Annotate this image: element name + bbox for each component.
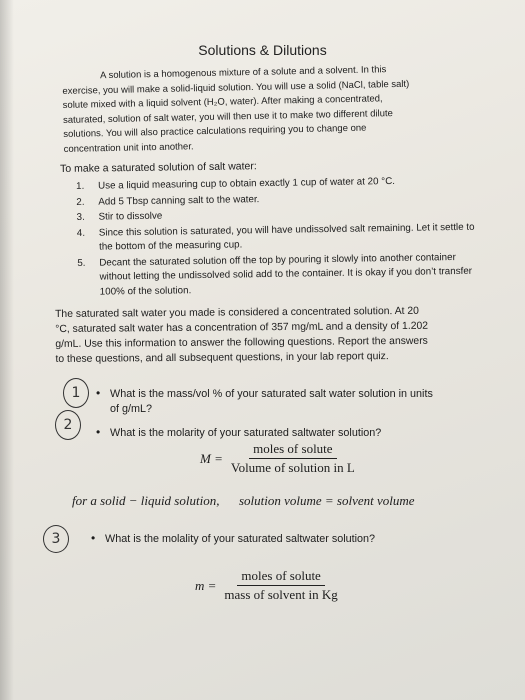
bullet: • [96,386,101,400]
fraction [227,441,359,476]
relation-left: for a solid − liquid solution, [72,493,220,508]
question-1 [96,386,440,417]
step-number: 2. [76,196,85,208]
circle-mark: 1 [71,385,81,401]
intro-paragraph [62,62,464,157]
intro-line: solute mixed with a liquid solvent (H₂O, water). After making a concentrated, [62,93,383,111]
intro-line: solutions. You will also practice calculations requiring you to change one [63,122,367,140]
formula-lhs: M = [200,450,223,466]
paragraph-line: to these questions, and all subsequent questions, in your lab report quiz. [55,351,389,365]
formula-lhs: m = [195,577,217,593]
instructions-heading: To make a saturated solution of salt water: [60,160,257,175]
page-shadow [0,0,14,700]
bullet: • [91,531,96,545]
paragraph-line: g/mL. Use this information to answer the following questions. Report the answers [55,335,428,350]
fraction [220,568,341,603]
step-number: 3. [76,211,85,223]
step-text: Stir to dissolve [98,210,163,223]
step-text: Since this solution is saturated, you will have undissolved salt remaining. Let it settle to the bottom of the measuring cup. [98,221,475,253]
circle-mark: 3 [51,531,61,547]
question-text: What is the molarity of your saturated saltwater solution? [110,427,382,439]
volume-relation [72,493,492,509]
handwritten-circle-2 [55,410,81,440]
concentration-paragraph [55,303,471,367]
question-3 [91,531,435,547]
handwritten-circle-1 [63,378,89,408]
step-number: 4. [76,227,86,239]
step-number: 5. [77,257,86,269]
fraction-denominator: Volume of solution in L [230,460,355,475]
fraction-numerator: moles of solute [237,568,324,586]
paragraph-line: The saturated salt water you made is considered a concentrated solution. At 20 [55,305,419,320]
steps-list [76,174,478,301]
step-text: Decant the saturated solution off the top by pouring it slowly into another container without letting the undissolved solid add to the container. It is okay if you don’t transfer 100% of the solution. [99,251,473,298]
handwritten-circle-3 [43,525,69,553]
intro-line: exercise, you will make a solid-liquid solution. You will use a solid (NaCl, table salt) [62,78,410,97]
bullet: • [96,425,101,439]
fraction-numerator: moles of solute [249,441,336,459]
relation-right: solution volume = solvent volume [238,493,415,508]
intro-line: A solution is a homogenous mixture of a solute and a solvent. In this [100,64,387,82]
molality-formula [195,568,342,603]
step-text: Add 5 Tbsp canning salt to the water. [98,193,260,208]
question-text: What is the mass/vol % of your saturated salt water solution in units of g/mL? [110,388,433,415]
molarity-formula [200,441,359,476]
question-text: What is the molality of your saturated saltwater solution? [105,533,376,545]
list-item [77,250,478,300]
circle-mark: 2 [63,417,73,433]
question-2 [96,425,440,441]
intro-line: concentration unit into another. [63,140,194,155]
fraction-denominator: mass of solvent in Kg [224,587,338,602]
page-title: Solutions & Dilutions [198,42,327,58]
paragraph-line: °C, saturated salt water has a concentration of 357 mg/mL and a density of 1.202 [55,320,429,335]
intro-line: saturated, solution of salt water, you will then use it to make two different dilute [62,107,393,126]
step-number: 1. [76,180,85,192]
step-text: Use a liquid measuring cup to obtain exactly 1 cup of water at 20 °C. [98,175,396,192]
